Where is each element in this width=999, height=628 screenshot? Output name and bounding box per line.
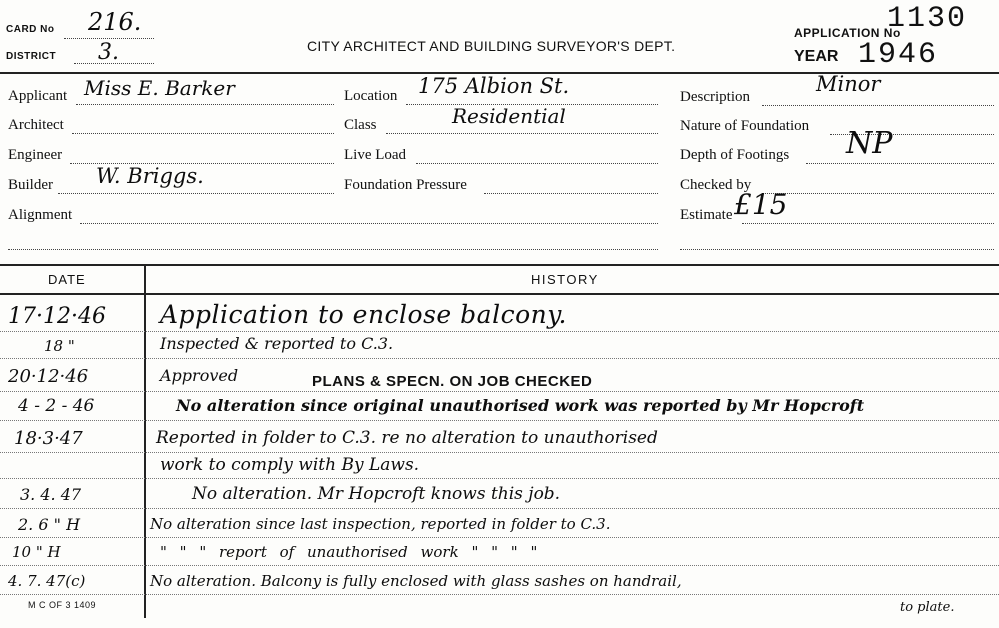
year-value: 1946 <box>858 38 939 72</box>
description-label: Description <box>680 89 750 105</box>
history-date: 17·12·46 <box>8 304 106 329</box>
date-column-header: DATE <box>48 272 86 287</box>
history-rule <box>0 420 999 421</box>
history-rule <box>0 537 999 538</box>
history-date: 20·12·46 <box>8 366 89 387</box>
history-rule <box>0 331 999 332</box>
history-text: Inspected & reported to C.3. <box>160 334 394 353</box>
estimate-value: £15 <box>734 188 788 221</box>
applicant-label: Applicant <box>8 88 68 104</box>
foundation-pressure-line <box>484 193 658 194</box>
application-no-value: 1130 <box>887 2 968 36</box>
estimate-line <box>742 223 994 224</box>
application-no-label: APPLICATION No <box>794 26 901 40</box>
history-text: to plate. <box>900 600 955 615</box>
district-label: DISTRICT <box>6 51 57 62</box>
history-date: 4. 7. 47(c) <box>8 572 86 590</box>
depth-of-footings-line <box>806 163 994 164</box>
location-value: 175 Albion St. <box>418 74 570 98</box>
location-label: Location <box>344 88 398 104</box>
history-text: Reported in folder to C.3. re no alteration to unauthorised <box>156 428 658 448</box>
history-rule <box>0 594 999 595</box>
history-date: 18·3·47 <box>14 428 83 449</box>
history-text: Approved <box>160 366 239 385</box>
class-line <box>386 133 658 134</box>
depth-of-footings-label: Depth of Footings <box>680 147 790 163</box>
card-no-line <box>64 38 154 39</box>
live-load-line <box>416 163 658 164</box>
estimate-label: Estimate <box>680 207 733 223</box>
applicant-line <box>76 104 334 105</box>
history-date: 2. 6 " H <box>18 515 81 534</box>
class-value: Residential <box>452 104 566 128</box>
description-value: Minor <box>816 72 881 96</box>
history-rule <box>0 508 999 509</box>
class-label: Class <box>344 117 377 133</box>
history-text: No alteration. Mr Hopcroft knows this job. <box>192 484 561 504</box>
history-text: Application to enclose balcony. <box>160 300 567 329</box>
history-rule <box>0 358 999 359</box>
checked-by-label: Checked by <box>680 177 752 193</box>
blank-line-right <box>680 249 994 250</box>
history-rule <box>0 452 999 453</box>
history-header-rule <box>0 293 999 295</box>
alignment-line <box>80 223 658 224</box>
applicant-value: Miss E. Barker <box>84 76 235 100</box>
card-no-label: CARD No <box>6 24 55 35</box>
checked-by-line <box>762 193 994 194</box>
history-text: No alteration. Balcony is fully enclosed with glass sashes on handrail, <box>150 572 682 590</box>
history-date: 10 " H <box>12 543 61 561</box>
history-rule <box>0 565 999 566</box>
card-no-value: 216. <box>88 8 142 36</box>
form-code: M C OF 3 1409 <box>28 600 97 610</box>
checked-stamp: PLANS & SPECN. ON JOB CHECKED <box>312 373 593 390</box>
history-text: " " " report of unauthorised work " " " " <box>160 543 538 561</box>
blank-line <box>8 249 658 250</box>
alignment-label: Alignment <box>8 207 73 223</box>
history-date: 3. 4. 47 <box>20 485 82 504</box>
live-load-label: Live Load <box>344 147 407 163</box>
architect-label: Architect <box>8 117 64 133</box>
builder-value: W. Briggs. <box>96 164 204 188</box>
history-rule <box>0 478 999 479</box>
history-text: work to comply with By Laws. <box>160 455 420 475</box>
builder-line <box>58 193 334 194</box>
history-date: 18 " <box>44 337 75 355</box>
department-title: CITY ARCHITECT AND BUILDING SURVEYOR'S DEPT. <box>307 38 676 54</box>
history-top-rule <box>0 264 999 266</box>
district-value: 3. <box>98 40 119 65</box>
history-date: 4 - 2 - 46 <box>18 396 95 416</box>
description-line <box>762 105 994 106</box>
foundation-pressure-label: Foundation Pressure <box>344 177 467 193</box>
engineer-label: Engineer <box>8 147 63 163</box>
nature-of-foundation-label: Nature of Foundation <box>680 118 810 134</box>
year-label: YEAR <box>794 48 839 65</box>
history-rule <box>0 391 999 392</box>
architect-line <box>72 133 334 134</box>
history-text: No alteration since last inspection, reported in folder to C.3. <box>150 515 611 533</box>
history-text: No alteration since original unauthorised work was reported by Mr Hopcroft <box>176 396 865 415</box>
builder-label: Builder <box>8 177 53 193</box>
depth-of-footings-value: NP <box>846 126 893 161</box>
history-column-header: HISTORY <box>531 272 599 287</box>
